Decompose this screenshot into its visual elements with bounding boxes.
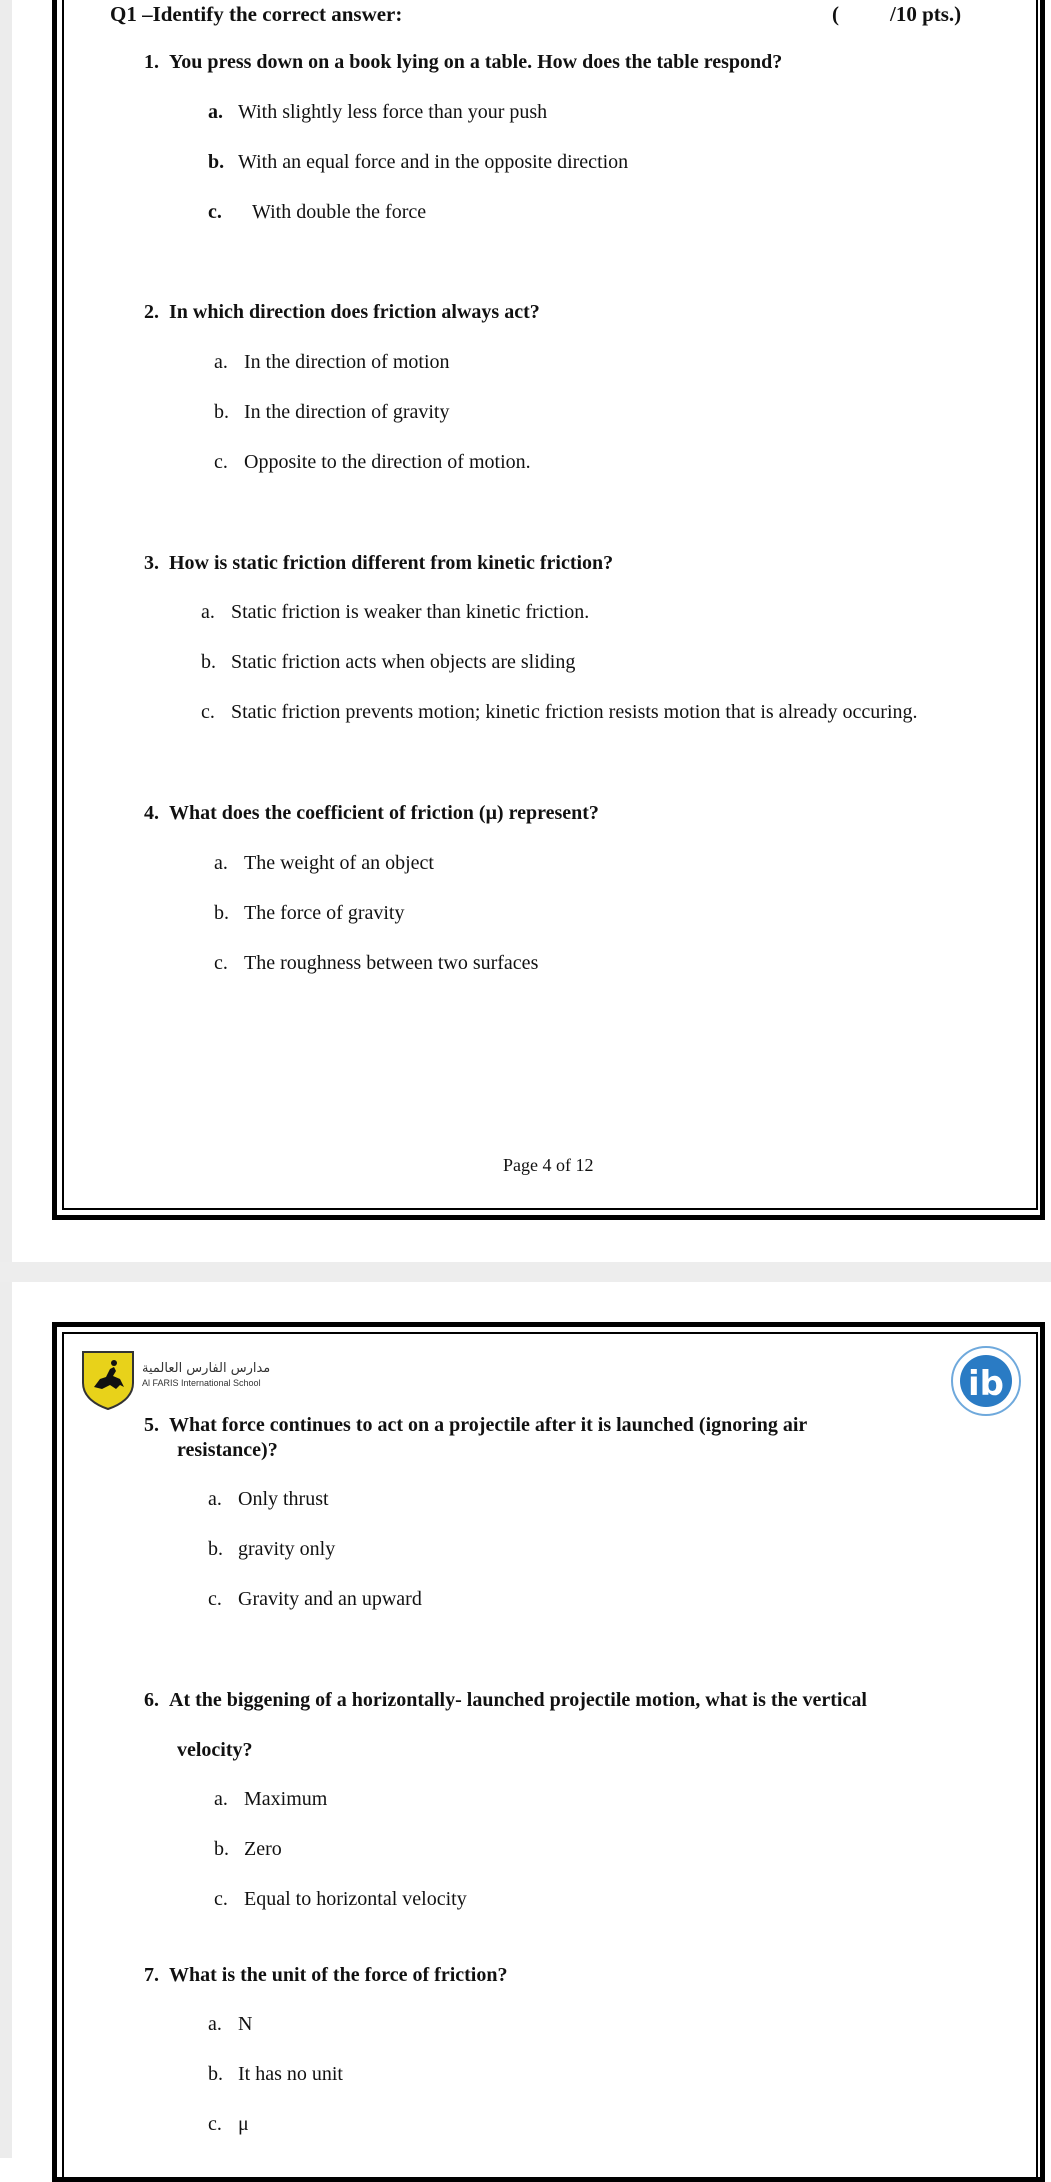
q4-option-b[interactable]	[214, 902, 404, 925]
option-letter: b.	[208, 1538, 223, 1560]
q1-option-a[interactable]	[208, 101, 547, 124]
option-letter: a.	[214, 852, 228, 874]
option-text: μ	[238, 2113, 249, 2135]
ib-logo-icon	[950, 1345, 1022, 1422]
option-text: It has no unit	[238, 2063, 343, 2085]
q3-option-a[interactable]	[201, 601, 589, 624]
question-6	[144, 1688, 867, 1713]
option-letter: b.	[214, 1838, 229, 1860]
option-letter: b.	[208, 151, 225, 173]
option-letter: c.	[208, 201, 222, 223]
question-number: 1.	[144, 51, 159, 73]
question-text: In which direction does friction always act?	[169, 301, 540, 323]
question-text: What is the unit of the force of friction?	[169, 1964, 508, 1986]
question-text: You press down on a book lying on a table. How does the table respond?	[169, 51, 783, 73]
option-letter: a.	[214, 351, 228, 373]
question-6-continued: velocity?	[177, 1739, 253, 1761]
points-open-paren: (	[832, 2, 839, 26]
question-7	[144, 1963, 507, 1988]
option-letter: a.	[208, 2013, 222, 2035]
q6-option-a[interactable]	[214, 1788, 327, 1811]
question-2	[144, 300, 540, 325]
school-name-arabic: مدارس الفارس العالمية	[142, 1361, 271, 1376]
option-letter: c.	[201, 701, 215, 723]
q7-option-b[interactable]	[208, 2063, 343, 2086]
question-number: 7.	[144, 1964, 159, 1986]
option-letter: c.	[214, 1888, 228, 1910]
option-text: Static friction acts when objects are sliding	[231, 651, 576, 673]
page-separator	[0, 1262, 1051, 1282]
option-letter: b.	[214, 902, 229, 924]
q7-option-a[interactable]	[208, 2013, 252, 2036]
option-letter: b.	[201, 651, 216, 673]
q5-option-a[interactable]	[208, 1488, 329, 1511]
q6-option-b[interactable]	[214, 1838, 282, 1861]
option-text: Static friction prevents motion; kinetic friction resists motion that is already occuring.	[231, 701, 918, 723]
option-text: gravity only	[238, 1538, 336, 1560]
q3-option-c[interactable]	[201, 701, 918, 724]
option-letter: c.	[208, 2113, 222, 2135]
option-text: Gravity and an upward	[238, 1588, 422, 1610]
q2-option-b[interactable]	[214, 401, 450, 424]
option-text: Zero	[244, 1838, 282, 1860]
school-crest-icon	[80, 1349, 136, 1416]
option-letter: a.	[214, 1788, 228, 1810]
question-text-line1: What force continues to act on a projectile after it is launched (ignoring air	[169, 1414, 808, 1436]
q7-option-c[interactable]	[208, 2113, 249, 2136]
option-text: With double the force	[252, 201, 427, 223]
question-5-continued: resistance)?	[177, 1439, 278, 1461]
question-text: How is static friction different from kinetic friction?	[169, 552, 614, 574]
question-4	[144, 801, 599, 826]
page-margin	[0, 1282, 12, 2158]
school-name-english: Al FARIS International School	[142, 1378, 261, 1388]
option-letter: c.	[208, 1588, 222, 1610]
q2-option-a[interactable]	[214, 351, 450, 374]
question-3	[144, 551, 613, 576]
option-letter: a.	[208, 101, 223, 123]
question-number: 6.	[144, 1689, 159, 1711]
question-number: 4.	[144, 802, 159, 824]
page-margin	[0, 0, 12, 1262]
svg-text:ib: ib	[968, 1364, 1004, 1404]
option-letter: a.	[201, 601, 215, 623]
question-number: 2.	[144, 301, 159, 323]
option-text: In the direction of gravity	[244, 401, 450, 423]
option-text: The weight of an object	[244, 852, 434, 874]
page-number: Page 4 of 12	[503, 1155, 594, 1175]
q6-option-c[interactable]	[214, 1888, 467, 1911]
q5-option-b[interactable]	[208, 1538, 335, 1561]
q1-option-b[interactable]	[208, 151, 628, 174]
question-1	[144, 50, 782, 75]
question-5	[144, 1413, 807, 1438]
option-text: The force of gravity	[244, 902, 405, 924]
q2-option-c[interactable]	[214, 451, 531, 474]
option-text: In the direction of motion	[244, 351, 450, 373]
option-text: With an equal force and in the opposite direction	[238, 151, 629, 173]
option-text: With slightly less force than your push	[238, 101, 548, 123]
option-letter: c.	[214, 451, 228, 473]
option-text: N	[238, 2013, 253, 2035]
q5-option-c[interactable]	[208, 1588, 422, 1611]
question-number: 3.	[144, 552, 159, 574]
option-text: The roughness between two surfaces	[244, 952, 539, 974]
q3-option-b[interactable]	[201, 651, 575, 674]
question-text-line1: At the biggening of a horizontally- launched projectile motion, what is the vertical	[169, 1689, 867, 1711]
option-text: Equal to horizontal velocity	[244, 1888, 467, 1910]
option-letter: b.	[214, 401, 229, 423]
question-number: 5.	[144, 1414, 159, 1436]
section-title: Q1 –Identify the correct answer:	[110, 2, 403, 26]
q4-option-a[interactable]	[214, 852, 434, 875]
option-text: Static friction is weaker than kinetic friction.	[231, 601, 590, 623]
option-letter: a.	[208, 1488, 222, 1510]
option-text: Maximum	[244, 1788, 328, 1810]
question-text: What does the coefficient of friction (μ) represent?	[169, 802, 599, 824]
q1-option-c[interactable]	[208, 201, 426, 224]
q4-option-c[interactable]	[214, 952, 538, 975]
option-text: Opposite to the direction of motion.	[244, 451, 531, 473]
option-letter: c.	[214, 952, 228, 974]
points-label: /10 pts.)	[890, 2, 962, 26]
option-letter: b.	[208, 2063, 223, 2085]
option-text: Only thrust	[238, 1488, 329, 1510]
